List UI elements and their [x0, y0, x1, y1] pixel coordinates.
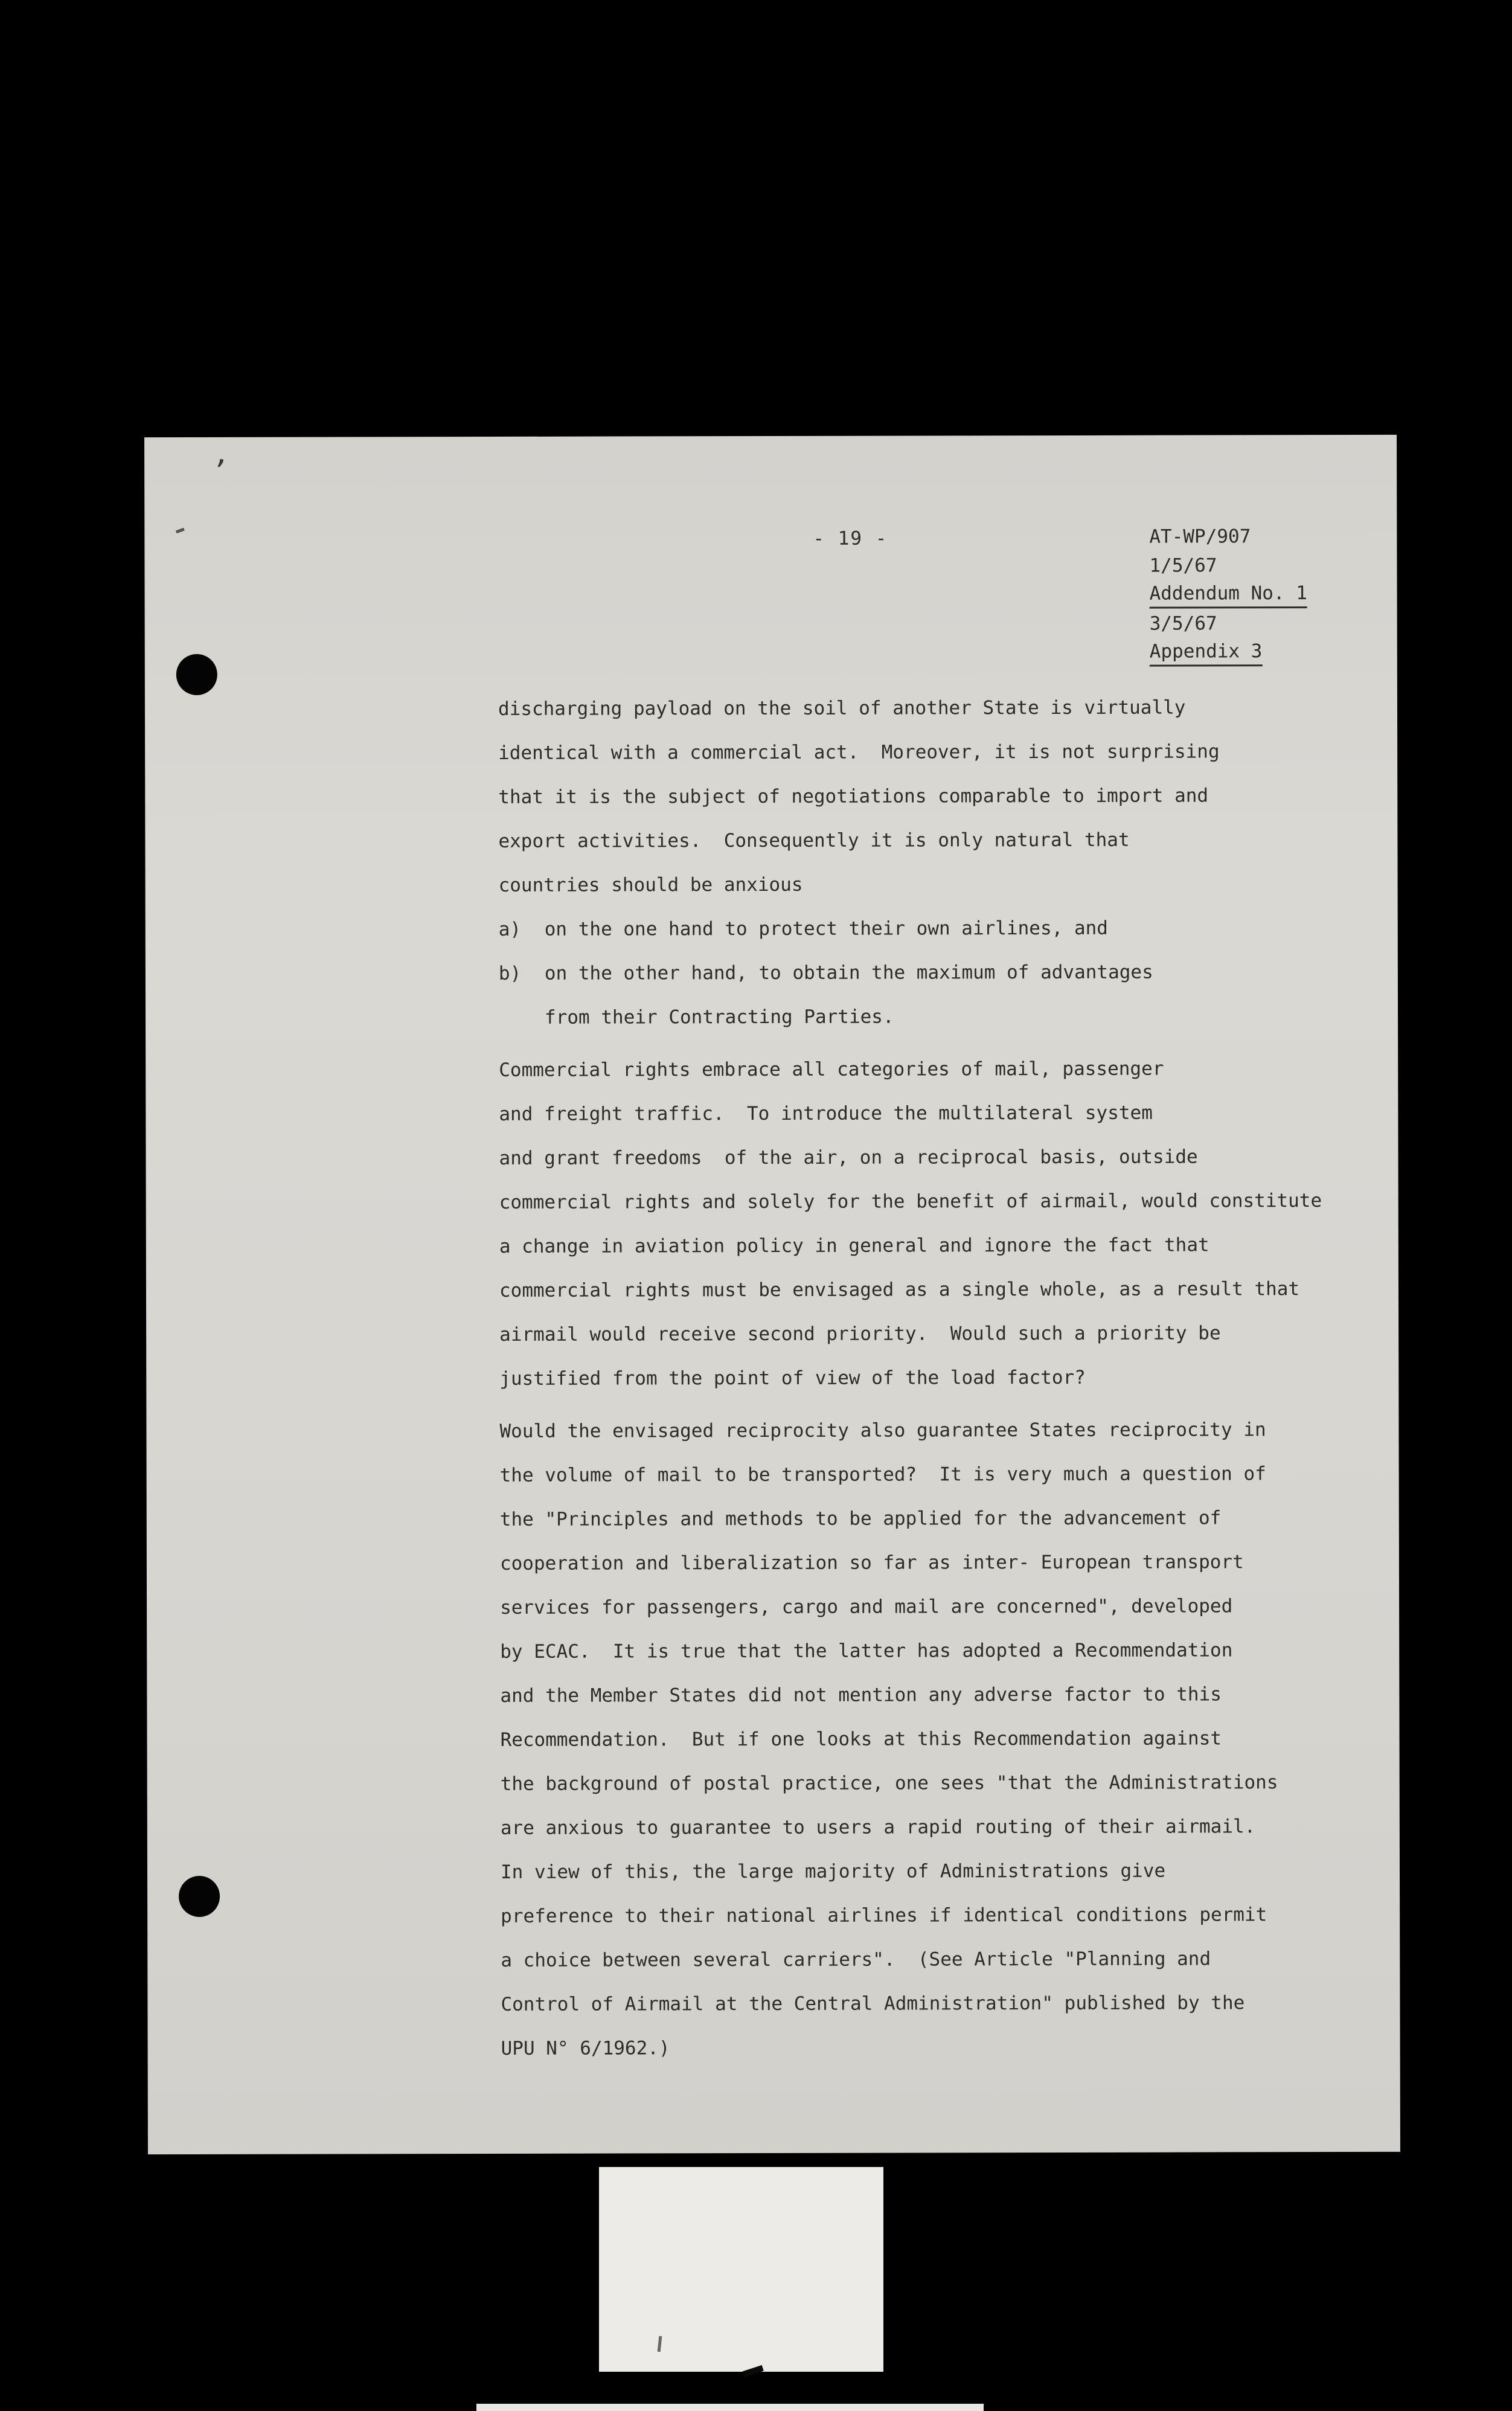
scan-artifact-card [599, 2167, 883, 2372]
text-line: discharging payload on the soil of another State is virtually [498, 696, 1186, 720]
text-line: airmail would receive second priority. Would such a priority be [499, 1322, 1221, 1346]
lettered-list [499, 906, 1374, 1040]
text-line: the background of postal practice, one sees "that the Administrations [500, 1771, 1278, 1795]
list-item [499, 950, 1374, 1040]
hole-punch [176, 654, 217, 695]
text-line: Commercial rights embrace all categories of mail, passenger [499, 1058, 1164, 1081]
reference-line: Appendix 3 [1150, 638, 1263, 666]
text-line: services for passengers, cargo and mail are concerned", developed [500, 1595, 1233, 1619]
text-line: commercial rights must be envisaged as a single whole, as a result that [499, 1278, 1300, 1302]
text-line: export activities. Consequently it is only natural that [498, 829, 1130, 852]
text-line: and grant freedoms of the air, on a reciprocal basis, outside [499, 1146, 1198, 1169]
reference-line: 1/5/67 [1149, 554, 1217, 577]
text-line: Would the envisaged reciprocity also guarantee States reciprocity in [499, 1419, 1266, 1442]
list-marker: b) [498, 962, 522, 984]
reference-line: AT-WP/907 [1149, 525, 1251, 548]
scan-artifact [742, 2365, 763, 2377]
text-line: cooperation and liberalization so far as inter- European transport [499, 1551, 1244, 1575]
scan-artifact [176, 528, 185, 534]
reference-block [1149, 522, 1307, 667]
text-line: Recommendation. But if one looks at this Recommendation against [500, 1727, 1222, 1751]
text-line: the "Principles and methods to be applied for the advancement of [499, 1507, 1222, 1530]
text-line: a change in aviation policy in general and ignore the fact that [499, 1234, 1209, 1257]
text-line: commercial rights and solely for the benefit of airmail, would constitute [499, 1190, 1322, 1213]
list-marker: a) [498, 918, 522, 940]
text-line: by ECAC. It is true that the latter has adopted a Recommendation [500, 1639, 1233, 1663]
scan-artifact [658, 2336, 662, 2352]
list-item-text [545, 951, 1153, 1040]
list-item [499, 906, 1374, 952]
text-line: identical with a commercial act. Moreover, it is not surprising [498, 740, 1220, 764]
text-line: a choice between several carriers". (See Article "Planning and [501, 1948, 1211, 1971]
list-item-text [545, 907, 1108, 952]
text-line: justified from the point of view of the load factor? [499, 1366, 1086, 1390]
scan-artifact: ’ [208, 453, 230, 488]
scan-artifact [476, 2404, 984, 2411]
document-page [144, 435, 1400, 2154]
text-line: the volume of mail to be transported? It is very much a question of [499, 1463, 1266, 1486]
text-line: and freight traffic. To introduce the multilateral system [499, 1102, 1153, 1125]
text-line: In view of this, the large majority of Administrations give [500, 1860, 1166, 1883]
text-line: and the Member States did not mention any adverse factor to this [500, 1683, 1222, 1707]
paragraph [499, 1047, 1375, 1401]
text-line: preference to their national airlines if identical conditions permit [501, 1904, 1267, 1927]
text-line: on the one hand to protect their own airlines, and [544, 917, 1108, 940]
paragraph [499, 1408, 1376, 2071]
document-body [498, 685, 1377, 2071]
reference-line: Addendum No. 1 [1150, 580, 1307, 609]
text-line: from their Contracting Parties. [545, 1006, 894, 1029]
page-number: - 19 - [813, 527, 888, 550]
text-line: on the other hand, to obtain the maximum of advantages [544, 961, 1153, 984]
paragraph [498, 685, 1374, 908]
text-line: UPU N° 6/1962.) [501, 2037, 670, 2059]
hole-punch [179, 1876, 220, 1917]
text-line: countries should be anxious [498, 873, 803, 896]
text-line: Control of Airmail at the Central Administration" published by the [501, 1992, 1245, 2015]
text-line: that it is the subject of negotiations comparable to import and [498, 785, 1209, 808]
text-line: are anxious to guarantee to users a rapid routing of their airmail. [500, 1815, 1256, 1839]
reference-line: 3/5/67 [1149, 612, 1217, 635]
